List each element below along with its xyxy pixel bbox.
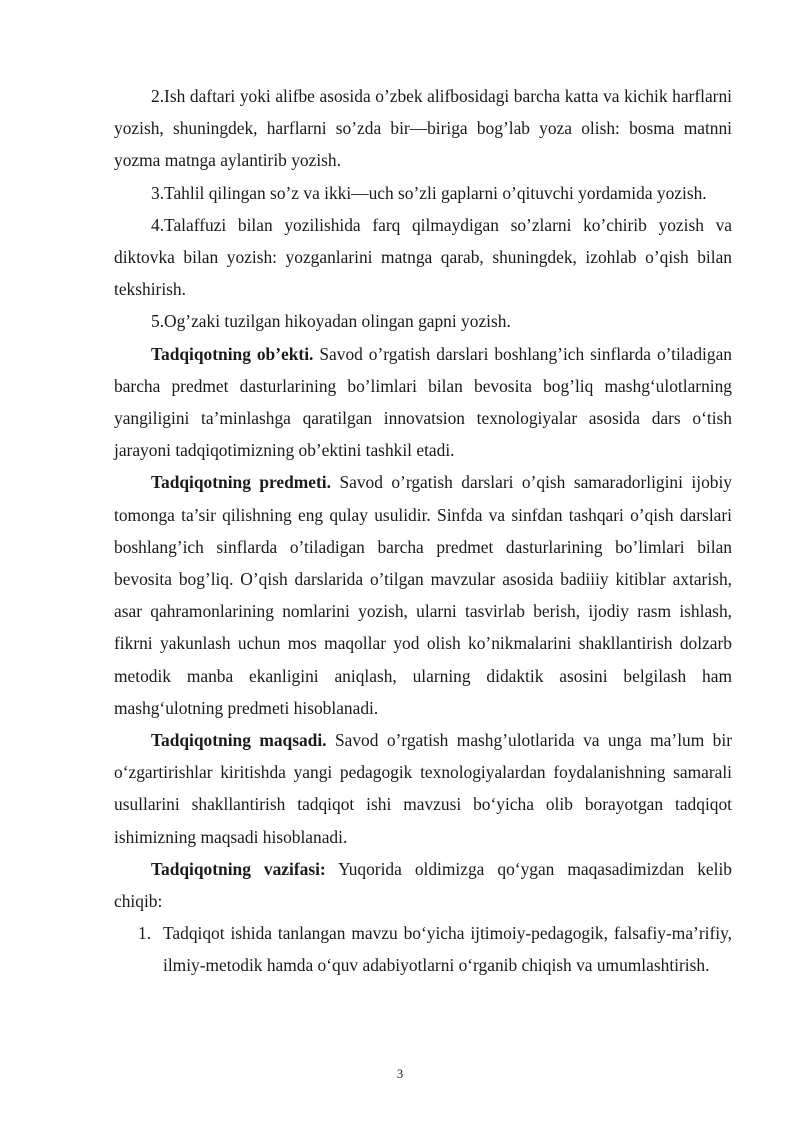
paragraph-text: Yuqorida oldimizga qo‘ygan maqasadimizdan kelib chiqib:: [114, 858, 733, 912]
paragraph-text: Savod o’rgatish darslari boshlang’ich sinflarda o’tiladigan barcha predmet dasturlarining bo’limlari bilan bevosita bog’liq mashg‘ulotlarning yangiligini ta’minlashga qaratilgan innovatsion texnologiyalar asosida dars o‘tish jarayoni tadqiqotimizning ob’ektini tashkil etadi.: [114, 343, 732, 461]
list-item-text: Tadqiqot ishida tanlangan mavzu bo‘yicha ijtimoiy-pedagogik, falsafiy-ma’rifiy, ilmiy-metodik hamda o‘quv adabiyotlarni o‘rganib chiqish va umumlashtirish.: [163, 923, 732, 976]
paragraph-lead: Tadqiqotning ob’ekti.: [151, 343, 314, 364]
paragraph-research-tasks: [114, 853, 732, 917]
paragraph-lead: Tadqiqotning maqsadi.: [151, 730, 327, 751]
list-item-number: 1.: [138, 923, 152, 944]
paragraph-text: 2.Ish daftari yoki alifbe asosida o’zbek alifbosidagi barcha katta va kichik harflarni yozish, shuningdek, harflarni so’zda bir—biriga bog’lab yoza olish: bosma matnni yozma matnga aylantirib yozish.: [114, 86, 732, 171]
paragraph-research-object: [114, 338, 732, 467]
paragraph-lead: Tadqiqotning predmeti.: [151, 472, 331, 493]
paragraph-item-2: [114, 80, 732, 177]
paragraph-item-4: [114, 209, 732, 306]
paragraph-text: 4.Talaffuzi bilan yozilishida farq qilmaydigan so’zlarni ko’chirib yozish va diktovka bilan yozish: yozganlarini matnga qarab, shuningdek, izohlab o’qish bilan tekshirish.: [114, 214, 732, 300]
paragraph-item-5: [114, 305, 732, 337]
paragraph-lead: Tadqiqotning vazifasi:: [151, 858, 326, 879]
list-item: [138, 917, 732, 981]
paragraph-item-3: [114, 177, 732, 209]
paragraph-text: 5.Og’zaki tuzilgan hikoyadan olingan gapni yozish.: [151, 311, 511, 332]
paragraph-research-goal: [114, 724, 732, 853]
paragraph-text: 3.Tahlil qilingan so’z va ikki—uch so’zli gaplarni o’qituvchi yordamida yozish.: [151, 182, 707, 203]
paragraph-research-subject: [114, 466, 732, 724]
paragraph-text: Savod o’rgatish darslari o’qish samaradorligini ijobiy tomonga ta’sir qilishning eng qulay usulidir. Sinfda va sinfdan tashqari o’qish darslari boshlang’ich sinflarda o’tiladigan barcha predmet dasturlarining bo’limlari bilan bevosita bog’liq. O’qish darslarida o’tilgan mavzular asosida badiiiy kitiblar axtarish, asar qahramonlarining nomlarini yozish, ularni tasvirlab berish, ijodiy rasm ishlash, fikrni yakunlash uchun mos maqollar yod olish ko’nikmalarini shakllantirish dolzarb metodik manba ekanligini aniqlash, ularning didaktik asosini belgilash ham mashg‘ulotning predmeti hisoblanadi.: [114, 472, 732, 718]
document-body: [114, 80, 732, 982]
numbered-list: [114, 917, 732, 981]
paragraph-text: Savod o’rgatish mashg’ulotlarida va unga ma’lum bir o‘zgartirishlar kiritishda yangi pedagogik texnologiyalardan foydalanishning samarali usullarini shakllantirish tadqiqot ishi mavzusi bo‘yicha olib borayotgan tadqiqot ishimizning maqsadi hisoblanadi.: [114, 730, 732, 847]
page-number: 3: [396, 1067, 404, 1081]
